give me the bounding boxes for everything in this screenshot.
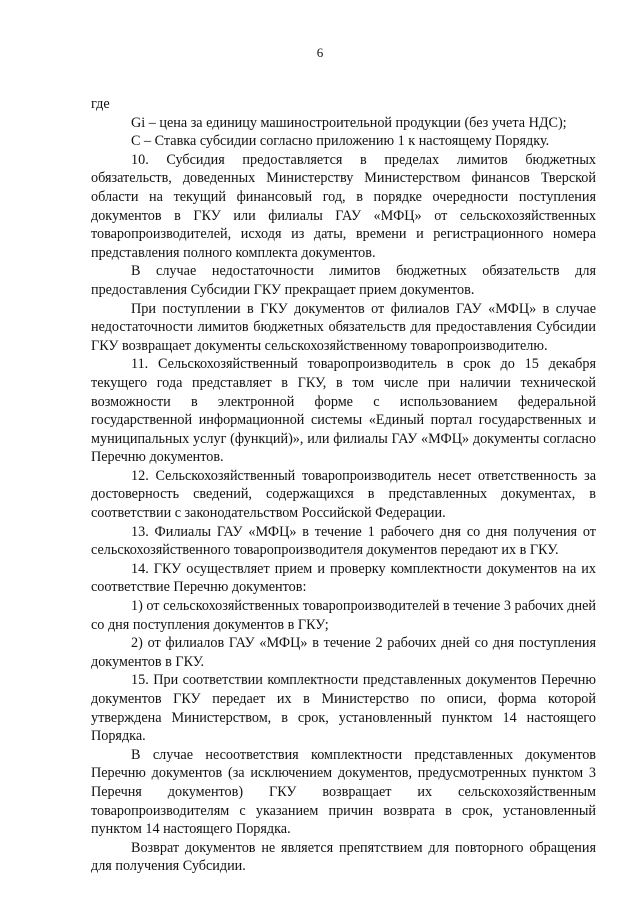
paragraph-12: 12. Сельскохозяйственный товаропроизводитель несет ответственность за достоверность сведений, содержащихся в представленных документах, в соответствии с законодательством Российской Федерации. <box>91 467 596 522</box>
document-body <box>91 95 596 876</box>
text-line-where: где <box>91 96 110 112</box>
paragraph-insufficient-limits: В случае недостаточности лимитов бюджетных обязательств для предоставления Субсидии ГКУ прекращает прием документов. <box>91 263 596 298</box>
paragraph-13: 13. Филиалы ГАУ «МФЦ» в течение 1 рабочего дня со дня получения от сельскохозяйственного товаропроизводителя документов передают их в ГКУ. <box>91 523 596 559</box>
text-line-gi-definition: Gi – цена за единицу машиностроительной продукции (без учета НДС); <box>131 114 567 131</box>
paragraph-10: 10. Субсидия предоставляется в пределах лимитов бюджетных обязательств, доведенных Министерству Министерством финансов Тверской области на текущий финансовый год, в порядке очередности поступления документов в ГКУ или филиалы ГАУ «МФЦ» от сельскохозяйственных товаропроизводителей, исходя из даты, времени и регистрационного номера представления полного комплекта документов. <box>91 151 596 261</box>
paragraph-incomplete-documents: В случае несоответствия комплектности представленных документов Перечню документов (за исключением документов, предусмотренных пунктом 3 Перечня документов) ГКУ возвращает их сельскохозяйственным товаропроизводителям с указанием причин возврата в срок, установленный пунктом 14 настоящего Порядка. <box>91 746 596 838</box>
paragraph-return-documents: Возврат документов не является препятствием для повторного обращения для получения Субсидии. <box>91 839 596 875</box>
paragraph-14-item-2: 2) от филиалов ГАУ «МФЦ» в течение 2 рабочих дней со дня поступления документов в ГКУ. <box>91 635 596 670</box>
page-number: 6 <box>316 45 324 60</box>
paragraph-14: 14. ГКУ осуществляет прием и проверку комплектности документов на их соответствие Перечню документов: <box>91 560 596 596</box>
paragraph-11: 11. Сельскохозяйственный товаропроизводитель в срок до 15 декабря текущего года представляет в ГКУ, в том числе при наличии технической возможности в электронной форме с использованием федеральной государственной информационной системы «Единый портал государственных и муниципальных услуг (функций)», или филиалы ГАУ «МФЦ» документы согласно Перечню документов. <box>91 356 596 466</box>
paragraph-mfc-documents: При поступлении в ГКУ документов от филиалов ГАУ «МФЦ» в случае недостаточности лимитов бюджетных обязательств для предоставления Субсидии ГКУ возвращает документы сельскохозяйственному товаропроизводителю. <box>91 300 596 354</box>
paragraph-14-item-1: 1) от сельскохозяйственных товаропроизводителей в течение 3 рабочих дней со дня поступления документов в ГКУ; <box>91 598 596 633</box>
paragraph-15: 15. При соответствии комплектности представленных документов Перечню документов ГКУ передает их в Министерство по описи, форма которой утверждена Министерством, в срок, установленный пунктом 14 настоящего Порядка. <box>91 672 596 745</box>
text-line-c-definition: C – Ставка субсидии согласно приложению 1 к настоящему Порядку. <box>131 133 550 150</box>
